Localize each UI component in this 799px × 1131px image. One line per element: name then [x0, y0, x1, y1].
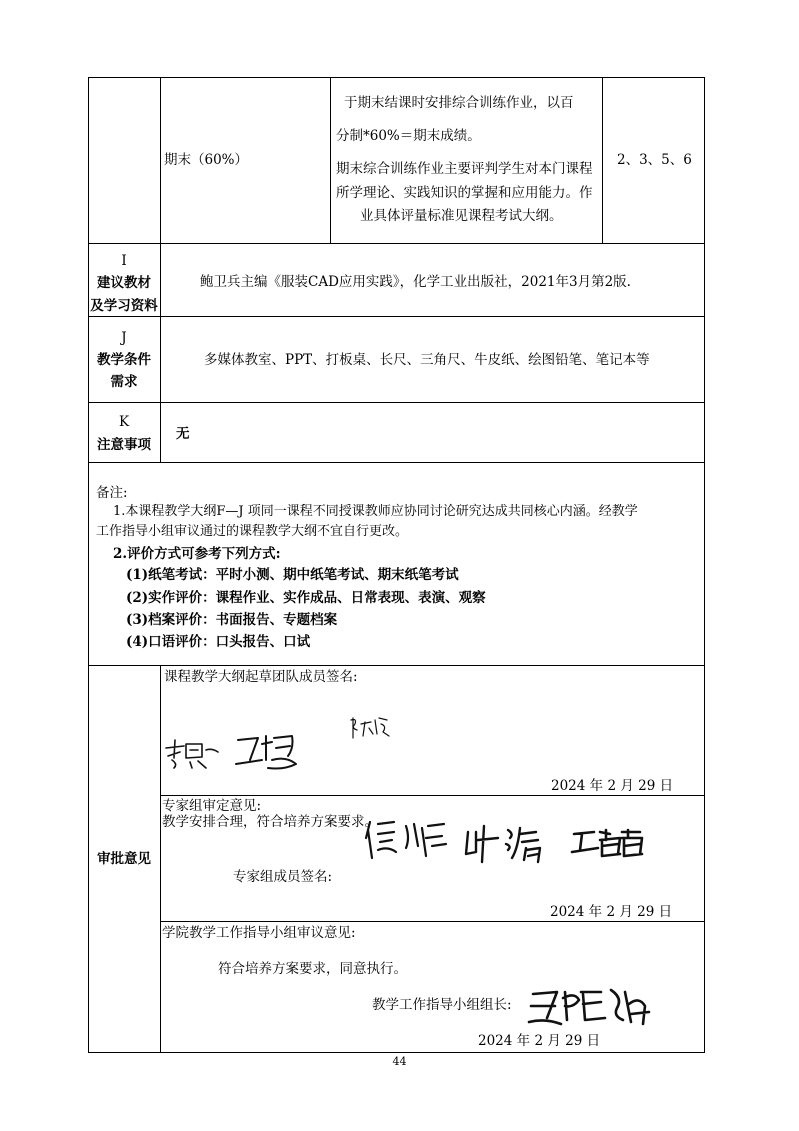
notes-code: K — [118, 414, 130, 430]
remarks-title: 备注: — [96, 485, 128, 501]
expert-opinion: 教学安排合理，符合培养方案要求。 — [162, 814, 378, 830]
drafting-date: 2024 年 2 月 29 日 — [551, 778, 674, 794]
remarks-item2: 2.评价方式可参考下列方式: — [113, 546, 281, 562]
drafting-title: 课程教学大纲起草团队成员签名: — [164, 669, 358, 685]
textbook-label-line1: 建议教材 — [97, 275, 151, 291]
college-opinion: 符合培养方案要求，同意执行。 — [218, 961, 407, 977]
exam-desc-line1: 于期末结课时安排综合训练作业，以百 — [344, 95, 574, 111]
exam-goals: 2、3、5、6 — [617, 152, 692, 168]
remarks-item1-line2: 工作指导小组审议通过的课程教学大纲不宜自行更改。 — [96, 524, 409, 539]
remarks-sub3: (3)档案评价：书面报告、专题档案 — [126, 612, 338, 628]
exam-desc-line2: 分制*60%＝期末成绩。 — [336, 128, 481, 144]
textbook-label-line2: 及学习资料 — [90, 298, 158, 314]
notes-content: 无 — [176, 426, 190, 442]
exam-desc-line5: 业具体评量标准见课程考试大纲。 — [360, 208, 563, 224]
conditions-code: J — [121, 330, 127, 346]
college-date: 2024 年 2 月 29 日 — [478, 1033, 601, 1049]
expert-signature-1 — [362, 816, 448, 862]
remarks-item1-line1: 1.本课程教学大纲F—J 项同一课程不同授课教师应协同讨论研究达成共同核心内涵。经教学 — [113, 504, 638, 519]
exam-label: 期末（60%） — [164, 152, 249, 168]
page-number: 44 — [392, 1055, 407, 1068]
expert-signature-3 — [570, 826, 646, 860]
expert-title: 专家组审定意见: — [162, 798, 262, 814]
exam-desc-line4: 所学理论、实践知识的掌握和应用能力。作 — [336, 185, 593, 201]
conditions-label-line1: 教学条件 — [97, 352, 151, 368]
expert-signature-2 — [462, 820, 552, 868]
remarks-sub4: (4)口语评价：口头报告、口试 — [126, 634, 311, 650]
college-leader-label: 教学工作指导小组组长: — [372, 997, 512, 1013]
conditions-label-line2: 需求 — [110, 374, 138, 390]
college-title: 学院教学工作指导小组审议意见: — [162, 925, 356, 941]
expert-sign-label: 专家组成员签名: — [233, 869, 333, 885]
textbook-content: 鲍卫兵主编《服装CAD应用实践》，化学工业出版社，2021年3月第2版. — [200, 274, 631, 290]
expert-date: 2024 年 2 月 29 日 — [550, 904, 673, 920]
remarks-sub1: (1)纸笔考试：平时小测、期中纸笔考试、期末纸笔考试 — [126, 567, 459, 583]
drafting-signature-2 — [232, 730, 302, 774]
approval-label: 审批意见 — [97, 851, 151, 867]
exam-desc-line3: 期末综合训练作业主要评判学生对本门课程 — [336, 161, 593, 177]
college-signature — [527, 984, 653, 1030]
notes-label: 注意事项 — [97, 437, 151, 453]
remarks-sub2: (2)实作评价：课程作业、实作成品、日常表现、表演、观察 — [126, 590, 486, 606]
textbook-code: I — [121, 253, 127, 269]
drafting-signature-3 — [347, 714, 393, 744]
conditions-content: 多媒体教室、PPT、打板桌、长尺、三角尺、牛皮纸、绘图铅笔、笔记本等 — [204, 352, 650, 368]
drafting-signature-1 — [162, 736, 222, 770]
